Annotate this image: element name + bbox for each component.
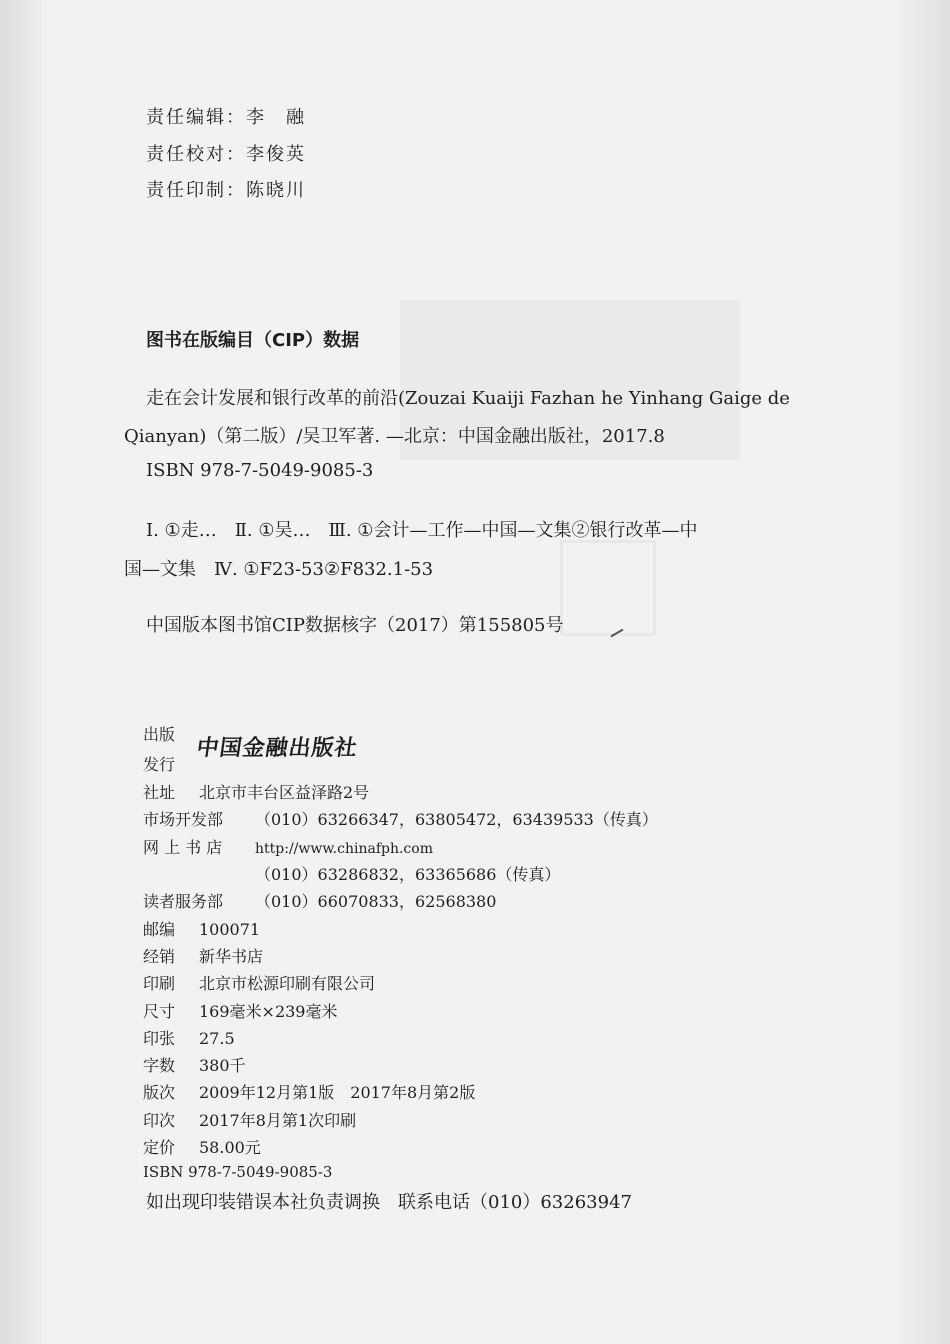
size-value: 169毫米×239毫米 (199, 1002, 338, 1021)
printer-label: 印刷 (143, 974, 176, 993)
editor-name: 李 融 (246, 107, 306, 128)
price-label: 定价 (143, 1138, 176, 1157)
edition-value: 2009年12月第1版 2017年8月第2版 (199, 1083, 476, 1102)
impression-row (143, 1108, 356, 1131)
market-row (143, 807, 658, 830)
words-value: 380千 (199, 1056, 246, 1075)
postcode-label: 邮编 (143, 920, 176, 939)
page-gutter-shadow (0, 0, 42, 1344)
cip-verify-number: 中国版本图书馆CIP数据核字（2017）第155805号 (146, 615, 564, 636)
imprint-isbn: ISBN 978-7-5049-9085-3 (143, 1163, 333, 1181)
publisher-logo: 中国金融出版社 (194, 735, 360, 761)
postcode-row (143, 917, 260, 940)
edition-row (143, 1080, 475, 1103)
proofreader-name: 李俊英 (246, 144, 306, 165)
words-row (143, 1053, 246, 1076)
size-label: 尺寸 (143, 1002, 176, 1021)
reader-service-label: 读者服务部 (143, 892, 224, 911)
cip-heading: 图书在版编目（CIP）数据 (146, 330, 360, 351)
sheets-label: 印张 (143, 1029, 176, 1048)
printing-name: 陈晓川 (246, 180, 306, 201)
words-label: 字数 (143, 1056, 176, 1075)
publish-label-top: 出版 (143, 725, 176, 744)
printer-row (143, 971, 375, 994)
reader-service-value: （010）66070833，62568380 (255, 892, 497, 911)
printing-line (146, 176, 306, 202)
publish-label-bottom: 发行 (143, 755, 176, 774)
address-label: 社址 (143, 783, 176, 802)
sheets-row (143, 1026, 235, 1049)
editor-label: 责任编辑： (146, 107, 246, 128)
printer-value: 北京市松源印刷有限公司 (199, 974, 376, 993)
cip-isbn: ISBN 978-7-5049-9085-3 (146, 460, 374, 481)
online-label: 网 上 书 店 (143, 838, 223, 857)
price-row (143, 1135, 261, 1158)
cip-title-line-cont: Qianyan)（第二版）/吴卫军著. —北京：中国金融出版社，2017.8 (124, 426, 665, 447)
page-edge-shadow (890, 0, 950, 1344)
market-label: 市场开发部 (143, 810, 224, 829)
cip-classification-cont: 国—文集 Ⅳ. ①F23-53②F832.1-53 (124, 559, 434, 580)
printing-label: 责任印制： (146, 180, 246, 201)
online-row (143, 835, 433, 858)
bleed-through-stamp (560, 540, 656, 636)
proofreader-label: 责任校对： (146, 144, 246, 165)
sheets-value: 27.5 (199, 1029, 235, 1048)
market-value: （010）63266347，63805472，63439533（传真） (255, 810, 658, 829)
defect-notice: 如出现印装错误本社负责调换 联系电话（010）63263947 (146, 1192, 632, 1213)
online-url: http://www.chinafph.com (255, 841, 433, 857)
distributor-label: 经销 (143, 947, 176, 966)
cip-title-line: 走在会计发展和银行改革的前沿(Zouzai Kuaiji Fazhan he Yinhang Gaige de (146, 388, 790, 409)
proofreader-line (146, 140, 306, 166)
reader-service-row (143, 889, 496, 912)
address-value: 北京市丰台区益泽路2号 (199, 783, 370, 802)
edition-label: 版次 (143, 1083, 176, 1102)
cip-classification: Ⅰ. ①走… Ⅱ. ①吴… Ⅲ. ①会计—工作—中国—文集②银行改革—中 (146, 520, 698, 541)
online-phone: （010）63286832，63365686（传真） (255, 865, 561, 884)
size-row (143, 999, 338, 1022)
impression-value: 2017年8月第1次印刷 (199, 1111, 357, 1130)
distributor-row (143, 944, 263, 967)
address-row (143, 780, 369, 803)
price-value: 58.00元 (199, 1138, 261, 1157)
postcode-value: 100071 (199, 920, 261, 939)
editor-line (146, 103, 306, 129)
impression-label: 印次 (143, 1111, 176, 1130)
distributor-value: 新华书店 (199, 947, 264, 966)
